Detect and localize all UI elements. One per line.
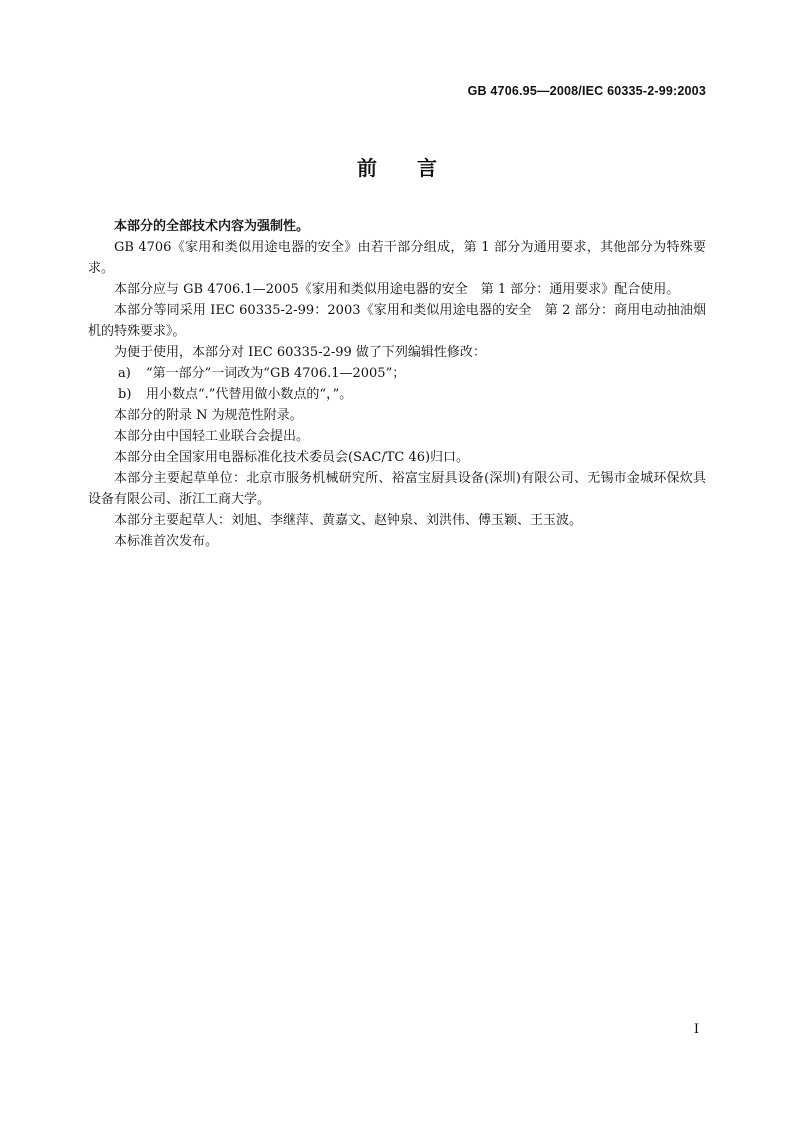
paragraph: 本部分主要起草单位：北京市服务机械研究所、裕富宝厨具设备(深圳)有限公司、无锡市金城环保炊具设备有限公司、浙江工商大学。 [88, 471, 706, 507]
list-item [88, 384, 706, 405]
paragraph: 为便于使用，本部分对 IEC 60335-2-99 做了下列编辑性修改： [114, 345, 486, 360]
paragraph: 本部分等同采用 IEC 60335-2-99：2003《家用和类似用途电器的安全 第 2 部分：商用电动抽油烟机的特殊要求》。 [88, 303, 706, 339]
paragraph: GB 4706《家用和类似用途电器的安全》由若干部分组成，第 1 部分为通用要求，其他部分为特殊要求。 [88, 240, 706, 276]
page-number: I [693, 1022, 699, 1037]
standard-number: GB 4706.95—2008/IEC 60335-2-99:2003 [467, 84, 706, 98]
mandatory-statement: 本部分的全部技术内容为强制性。 [114, 219, 310, 234]
paragraph: 本部分由全国家用电器标准化技术委员会(SAC/TC 46)归口。 [114, 450, 470, 465]
paragraph: 本部分由中国轻工业联合会提出。 [114, 429, 310, 444]
paragraph: 本标准首次发布。 [114, 534, 219, 549]
paragraph: 本部分主要起草人：刘旭、李继萍、黄嘉文、赵钟泉、刘洪伟、傅玉颖、王玉波。 [114, 513, 583, 528]
page-title: 前言 [357, 156, 477, 180]
paragraph: 本部分应与 GB 4706.1—2005《家用和类似用途电器的安全 第 1 部分：通用要求》配合使用。 [114, 282, 680, 297]
list-marker: a) [118, 366, 131, 381]
list-item-text: “第一部分”一词改为“GB 4706.1—2005”； [146, 366, 406, 381]
list-item [88, 363, 706, 384]
list-item-text: 用小数点“.”代替用做小数点的“，”。 [146, 387, 353, 402]
list-marker: b) [118, 387, 132, 402]
paragraph: 本部分的附录 N 为规范性附录。 [114, 408, 303, 423]
foreword-body [88, 216, 706, 552]
